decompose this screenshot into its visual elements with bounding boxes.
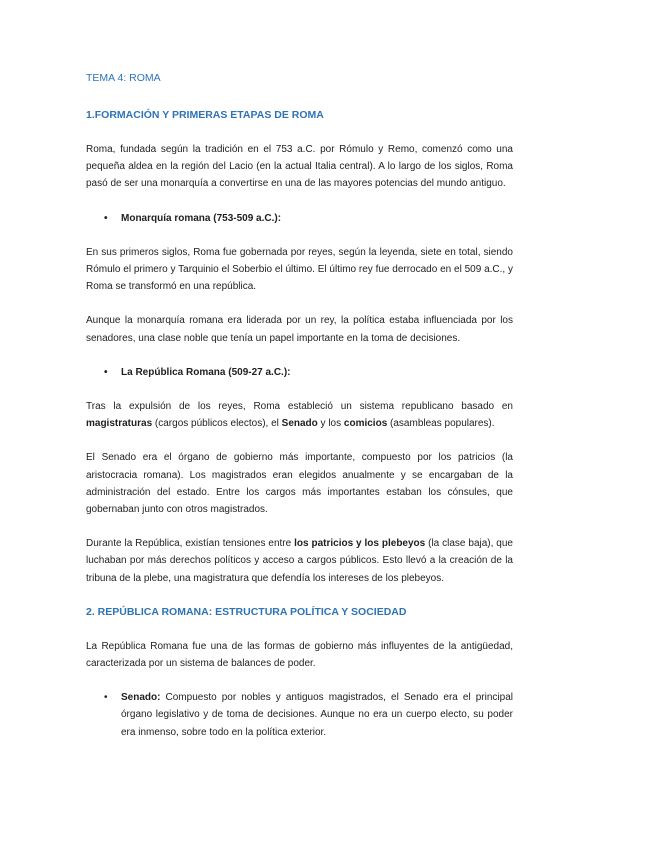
bullet-senado-text: Compuesto por nobles y antiguos magistrados, el Senado era el principal órgano legislativo y de toma de decisiones. Aunque no era un cuerpo electo, su poder era inmenso, sobre todo en la política exterior. — [121, 692, 513, 738]
paragraph-intro-roma: Roma, fundada según la tradición en el 753 a.C. por Rómulo y Remo, comenzó como una pequeña aldea en la región del Lacio (en la actual Italia central). A lo largo de los siglos, Roma pasó de ser una monarquía a convertirse en una de las mayores potencias del mundo antiguo. — [86, 144, 513, 190]
text-span: Tras la expulsión de los reyes, Roma estableció un sistema republicano basado en — [86, 401, 513, 413]
bold-term-patricios-plebeyos: los patricios y los plebeyos — [294, 538, 426, 550]
bullet-monarquia — [86, 210, 513, 227]
bold-term-comicios: comicios — [343, 418, 388, 430]
text-span: y los — [317, 418, 344, 430]
section-heading-formacion: 1.FORMACIÓN Y PRIMERAS ETAPAS DE ROMA — [86, 109, 324, 121]
bullet-dot-icon: • — [104, 212, 108, 224]
bold-term-senado: Senado — [281, 418, 318, 430]
paragraph-senado-organo: El Senado era el órgano de gobierno más importante, compuesto por los patricios (la aristocracia romana). Los magistrados eran elegidos anualmente y se encargaban de la administración del estado. Entre los cargos más importantes estaban los cónsules, que gobernaban junto con otros magistrados. — [86, 452, 513, 516]
paragraph-patricios-plebeyos — [86, 535, 513, 587]
bullet-republica — [86, 364, 513, 381]
text-span: Durante la República, existían tensiones entre — [86, 538, 295, 550]
document-title: TEMA 4: ROMA — [86, 72, 161, 84]
paragraph-monarquia-reyes: En sus primeros siglos, Roma fue gobernada por reyes, según la leyenda, siete en total, siendo Rómulo el primero y Tarquinio el Soberbio el último. El último rey fue derrocado en el 509 a.C., y Roma se transformó en una república. — [86, 246, 513, 293]
section-heading-republica: 2. REPÚBLICA ROMANA: ESTRUCTURA POLÍTICA Y SOCIEDAD — [86, 605, 407, 618]
paragraph-republica-sistema — [86, 398, 513, 432]
bullet-senado — [86, 689, 513, 741]
bullet-monarquia-label: Monarquía romana (753-509 a.C.): — [121, 212, 282, 224]
bullet-senado-label: Senado: — [121, 692, 161, 704]
bullet-dot-icon: • — [104, 692, 108, 704]
text-span: (cargos públicos electos), el — [152, 418, 282, 430]
bold-term-magistraturas: magistraturas — [86, 418, 153, 430]
text-span: (asambleas populares). — [387, 418, 495, 430]
bullet-dot-icon: • — [104, 366, 108, 378]
bullet-republica-label: La República Romana (509-27 a.C.): — [121, 366, 291, 378]
text-span: (la clase baja), que luchaban por más derechos políticos y acceso a cargos públicos. Esto llevó a la creación de la tribuna de la plebe, una magistratura que defendía los intereses de los plebeyos. — [86, 538, 513, 584]
paragraph-monarquia-senadores: Aunque la monarquía romana era liderada por un rey, la política estaba influenciada por los senadores, una clase noble que tenía un papel importante en la toma de decisiones. — [86, 315, 513, 344]
paragraph-republica-intro: La República Romana fue una de las formas de gobierno más influyentes de la antigüedad, caracterizada por un sistema de balances de poder. — [86, 640, 513, 670]
